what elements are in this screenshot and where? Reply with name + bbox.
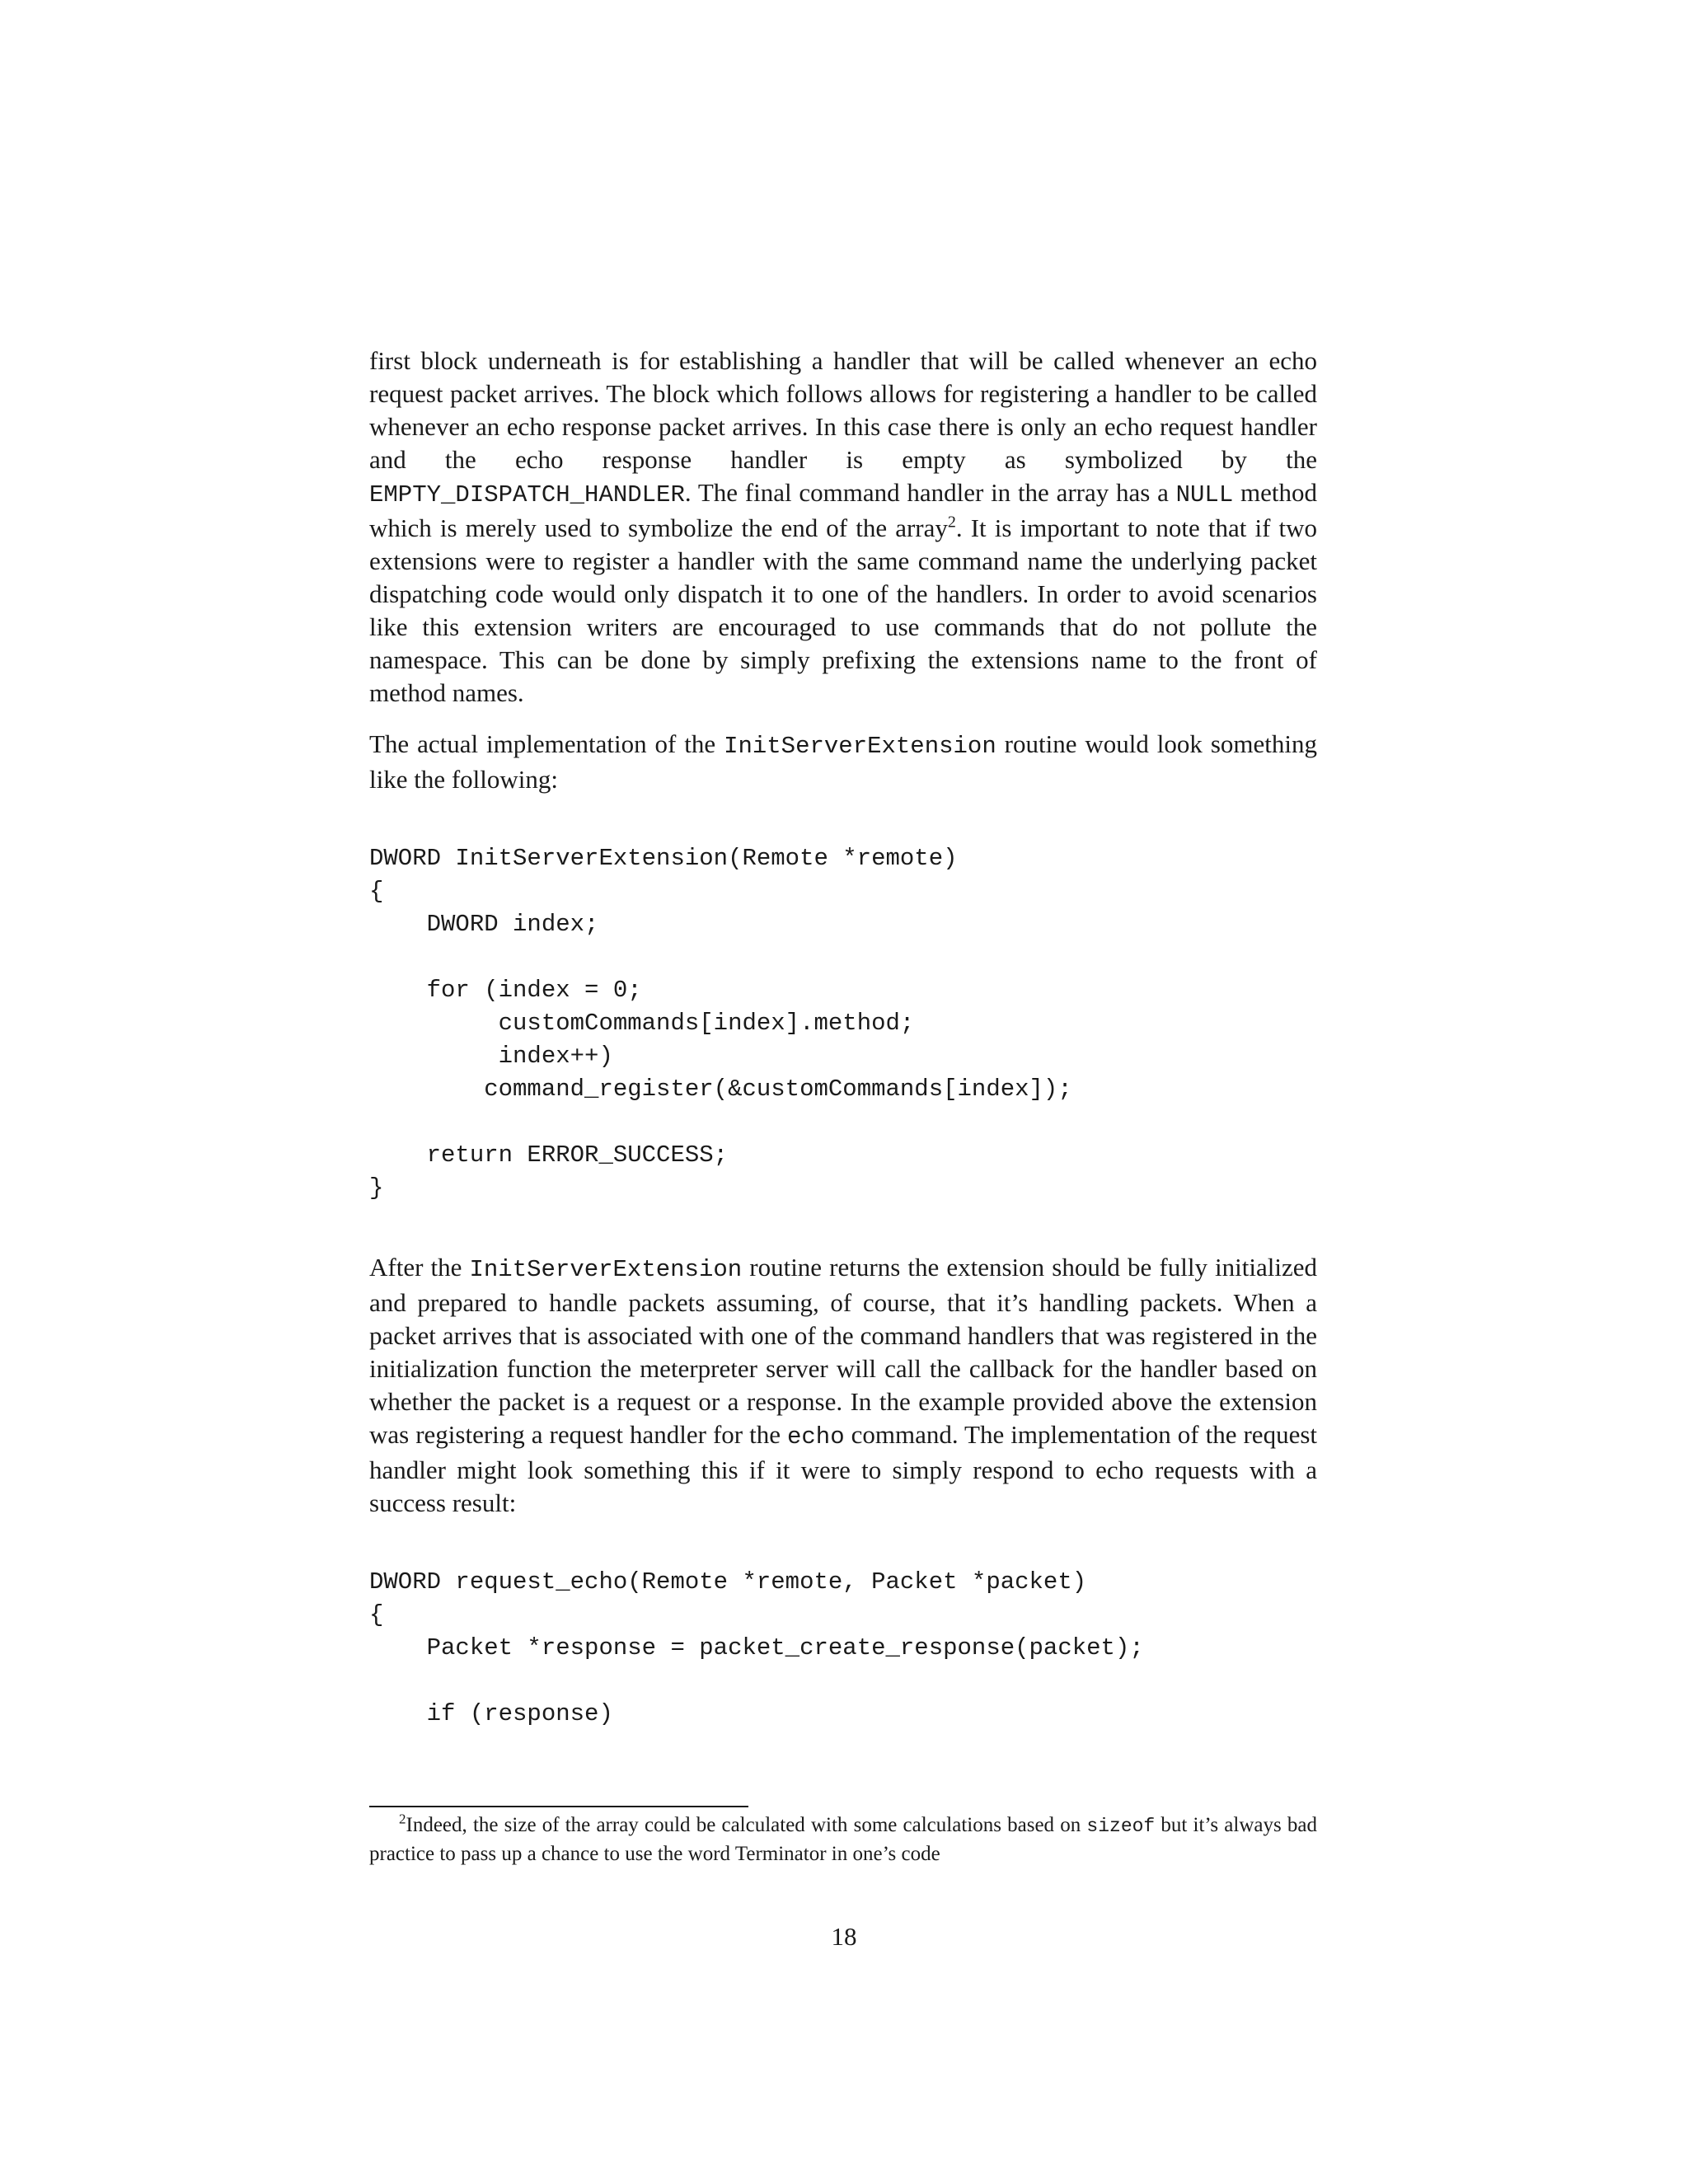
text-run: routine would look something like the following: — [369, 729, 1317, 794]
inline-code-empty-dispatch-handler: EMPTY_DISPATCH_HANDLER — [369, 481, 685, 509]
code-block-init-server-extension: DWORD InitServerExtension(Remote *remote) { DWORD index; for (index = 0; customCommands[index].method; index++) command_register(&customCommands[index]); return ERROR_SUCCESS; } — [369, 845, 1072, 1202]
text-run: . It is important to note that if two extensions were to register a handler with the same command name the underlying packet dispatching code would only dispatch it to one of the handlers. In order to avoid scenarios like this extension writers are encouraged to use commands that do not pollute the namespace. This can be done by simply prefixing the extensions name to the front of method names. — [369, 513, 1317, 707]
inline-code-init-server-extension: InitServerExtension — [469, 1256, 743, 1283]
paragraph-handlers — [369, 344, 1317, 710]
footnote-reference[interactable]: 2 — [947, 513, 956, 532]
footnote-divider — [369, 1806, 748, 1807]
footnote-mark: 2 — [399, 1811, 406, 1827]
paragraph-implementation-intro — [369, 728, 1317, 796]
text-run: command. The implementation of the request handler might look something this if it were to simply respond to echo requests with a success result: — [369, 1420, 1317, 1517]
text-run: but it’s always bad practice to pass up a chance to use the word Terminator in one’s code — [369, 1814, 1317, 1865]
inline-code-sizeof: sizeof — [1086, 1816, 1156, 1837]
text-run: Indeed, the size of the array could be calculated with some calculations based on — [406, 1814, 1087, 1836]
text-run: After the — [369, 1253, 470, 1282]
text-run: The actual implementation of the — [369, 729, 724, 758]
inline-code-null: NULL — [1175, 481, 1234, 509]
inline-code-echo: echo — [787, 1423, 845, 1451]
text-run: method which is merely used to symbolize the end of the array — [369, 478, 1317, 542]
page-body — [369, 344, 1317, 1731]
text-run: first block underneath is for establishing a handler that will be called whenever an echo request packet arrives. The block which follows allows for registering a handler to be called whenever an echo response packet arrives. In this case there is only an echo request handler and the echo response handler is empty as symbolized by the — [369, 346, 1317, 474]
code-block-request-echo: DWORD request_echo(Remote *remote, Packet *packet) { Packet *response = packet_create_response(packet); if (response) — [369, 1568, 1144, 1727]
footnote — [369, 1811, 1317, 1868]
text-run: . The final command handler in the array has a — [684, 478, 1176, 507]
page-number: 18 — [831, 1922, 857, 1951]
inline-code-init-server-extension: InitServerExtension — [724, 733, 996, 760]
text-run: routine returns the extension should be fully initialized and prepared to handle packets assuming, of course, that it’s handling packets. When a packet arrives that is associated with one of the command handlers that was registered in the initialization function the meterpreter server will call the callback for the handler based on whether the packet is a request or a response. In the example provided above the extension was registering a request handler for the — [369, 1253, 1318, 1449]
paragraph-after-init — [369, 1251, 1317, 1520]
